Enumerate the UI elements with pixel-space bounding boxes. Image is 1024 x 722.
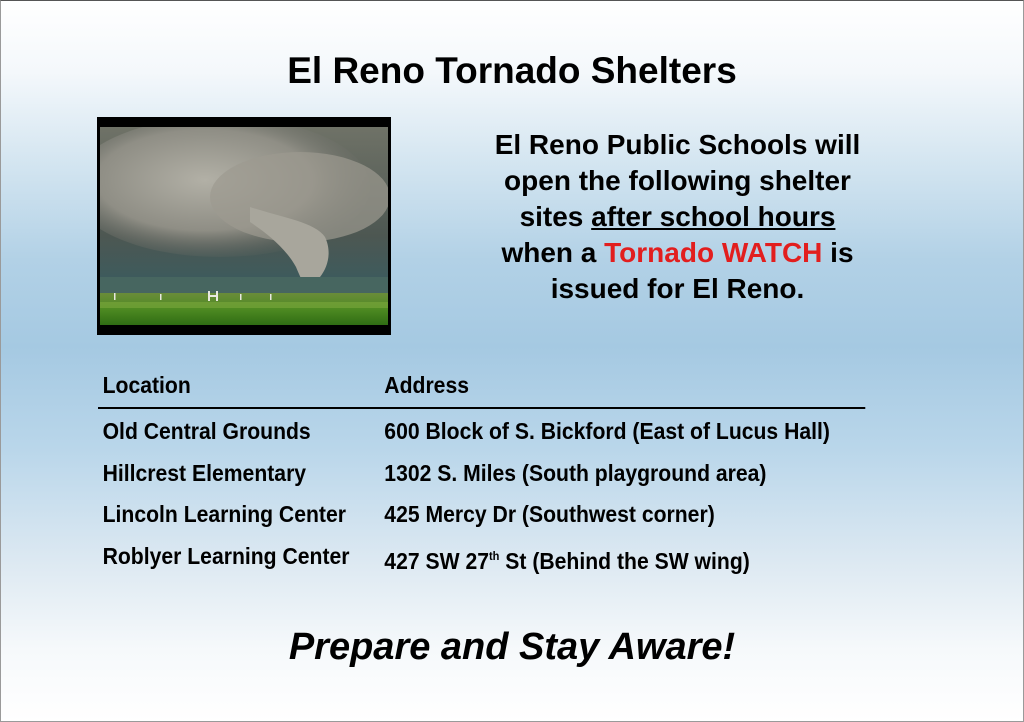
notice-line: issued for El Reno. — [550, 273, 805, 304]
address-cell: 1302 S. Miles (South playground area) — [384, 459, 767, 486]
address-text: St (Behind the SW wing) — [499, 547, 750, 574]
notice-text: is — [822, 237, 854, 268]
ordinal-suffix: th — [489, 548, 500, 563]
footer-slogan: Prepare and Stay Aware! — [288, 626, 736, 668]
slide-title: El Reno Tornado Shelters — [287, 50, 737, 91]
notice-line — [440, 235, 915, 271]
notice-text: when a — [501, 237, 605, 268]
table-row — [98, 453, 865, 495]
notice-line: open the following shelter — [504, 165, 851, 196]
after-hours-emphasis: after school hours — [591, 201, 836, 232]
address-cell: 600 Block of S. Bickford (East of Lucus Hall) — [384, 418, 830, 444]
location-cell: Lincoln Learning Center — [102, 501, 346, 527]
shelter-table — [98, 368, 932, 577]
table-row — [98, 536, 865, 578]
table-row — [98, 411, 865, 453]
tornado-photo — [97, 117, 391, 335]
address-cell: 425 Mercy Dr (Southwest corner) — [384, 501, 715, 527]
location-cell: Roblyer Learning Center — [102, 542, 350, 569]
notice-line: El Reno Public Schools will — [494, 129, 861, 160]
location-cell: Hillcrest Elementary — [102, 459, 307, 486]
address-cell — [384, 536, 865, 578]
notice-text: sites — [519, 201, 592, 232]
tornado-watch-emphasis: Tornado WATCH — [604, 237, 823, 268]
table-header — [98, 368, 865, 409]
location-cell: Old Central Grounds — [102, 418, 311, 444]
tornado-image-icon — [100, 127, 388, 325]
shelter-notice — [440, 127, 915, 307]
address-text: 427 SW 27 — [384, 547, 489, 574]
header-location: Location — [102, 372, 191, 398]
header-address: Address — [384, 372, 469, 398]
table-row — [98, 494, 865, 536]
notice-line — [440, 199, 915, 235]
